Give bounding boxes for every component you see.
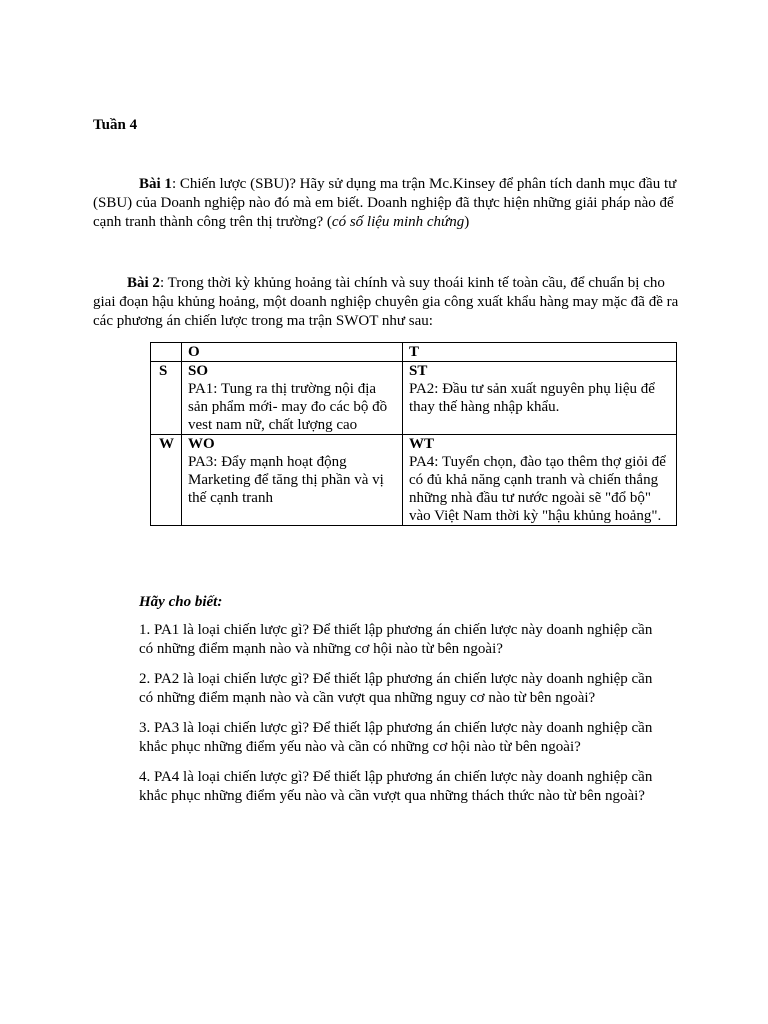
exercise-1-paragraph bbox=[93, 175, 683, 232]
ask-heading: Hãy cho biết: bbox=[139, 594, 223, 610]
exercise-2-text: Trong thời kỳ khủng hoảng tài chính và suy thoái kinh tế toàn cầu, để chuẩn bị cho giai đoạn hậu khủng hoảng, một doanh nghiệp chuyên gia công xuất khẩu hàng may mặc đã đề ra các phương án chiến lược trong ma trận SWOT như sau: bbox=[93, 275, 679, 329]
cell-st-text: PA2: Đầu tư sản xuất nguyên phụ liệu để thay thế hàng nhập khẩu. bbox=[409, 381, 655, 415]
table-row-s bbox=[151, 362, 677, 435]
cell-so bbox=[182, 362, 403, 435]
exercise-1-label: Bài 1 bbox=[139, 176, 172, 192]
exercise-2-label: Bài 2 bbox=[127, 275, 160, 291]
cell-so-text: PA1: Tung ra thị trường nội địa sản phẩm mới- may đo các bộ đồ vest nam nữ, chất lượng cao bbox=[188, 381, 388, 433]
cell-wo bbox=[182, 435, 403, 526]
column-header-o: O bbox=[182, 343, 403, 362]
row-label-s: S bbox=[151, 362, 182, 435]
cell-st bbox=[403, 362, 677, 435]
exercise-1-separator: : bbox=[171, 176, 180, 192]
exercise-1-note: có số liệu minh chứng bbox=[331, 214, 465, 230]
cell-wo-text: PA3: Đẩy mạnh hoạt động Marketing để tăng thị phần và vị thế cạnh tranh bbox=[188, 454, 384, 506]
row-label-w: W bbox=[151, 435, 182, 526]
table-row-w bbox=[151, 435, 677, 526]
cell-wt-text: PA4: Tuyển chọn, đào tạo thêm thợ giỏi để có đủ khả năng cạnh tranh và chiến thắng những nhà đầu tư nước ngoài sẽ "đổ bộ" vào Việt Nam thời kỳ "hậu khủng hoảng". bbox=[409, 454, 666, 524]
cell-wt bbox=[403, 435, 677, 526]
questions-list bbox=[139, 621, 669, 817]
table-header-row bbox=[151, 343, 677, 362]
question-item: 2. PA2 là loại chiến lược gì? Để thiết lập phương án chiến lược này doanh nghiệp cần có những điểm mạnh nào và cần vượt qua những nguy cơ nào từ bên ngoài? bbox=[139, 671, 653, 706]
question-item: 3. PA3 là loại chiến lược gì? Để thiết lập phương án chiến lược này doanh nghiệp cần khắc phục những điểm yếu nào và cần có những cơ hội nào từ bên ngoài? bbox=[139, 720, 653, 755]
cell-wt-title: WT bbox=[409, 436, 435, 452]
cell-wo-title: WO bbox=[188, 436, 215, 452]
exercise-1-close: ) bbox=[464, 214, 470, 230]
exercise-1-text: Chiến lược (SBU)? Hãy sử dụng ma trận Mc.Kinsey để phân tích danh mục đầu tư (SBU) của Doanh nghiệp nào đó mà em biết. Doanh nghiệp đã thực hiện những giải pháp nào để cạnh tranh thành công trên thị trường? ( bbox=[93, 176, 677, 230]
swot-matrix-table bbox=[150, 342, 677, 526]
cell-so-title: SO bbox=[188, 363, 209, 379]
exercise-2-separator: : bbox=[159, 275, 168, 291]
question-item: 1. PA1 là loại chiến lược gì? Để thiết lập phương án chiến lược này doanh nghiệp cần có những điểm mạnh nào và những cơ hội nào từ bên ngoài? bbox=[139, 622, 653, 657]
week-title: Tuần 4 bbox=[93, 117, 138, 133]
question-item: 4. PA4 là loại chiến lược gì? Để thiết lập phương án chiến lược này doanh nghiệp cần khắc phục những điểm yếu nào và cần vượt qua những thách thức nào từ bên ngoài? bbox=[139, 769, 653, 804]
column-header-t: T bbox=[403, 343, 677, 362]
cell-st-title: ST bbox=[409, 363, 428, 379]
exercise-2-paragraph bbox=[93, 274, 683, 331]
table-corner-cell bbox=[151, 343, 182, 362]
